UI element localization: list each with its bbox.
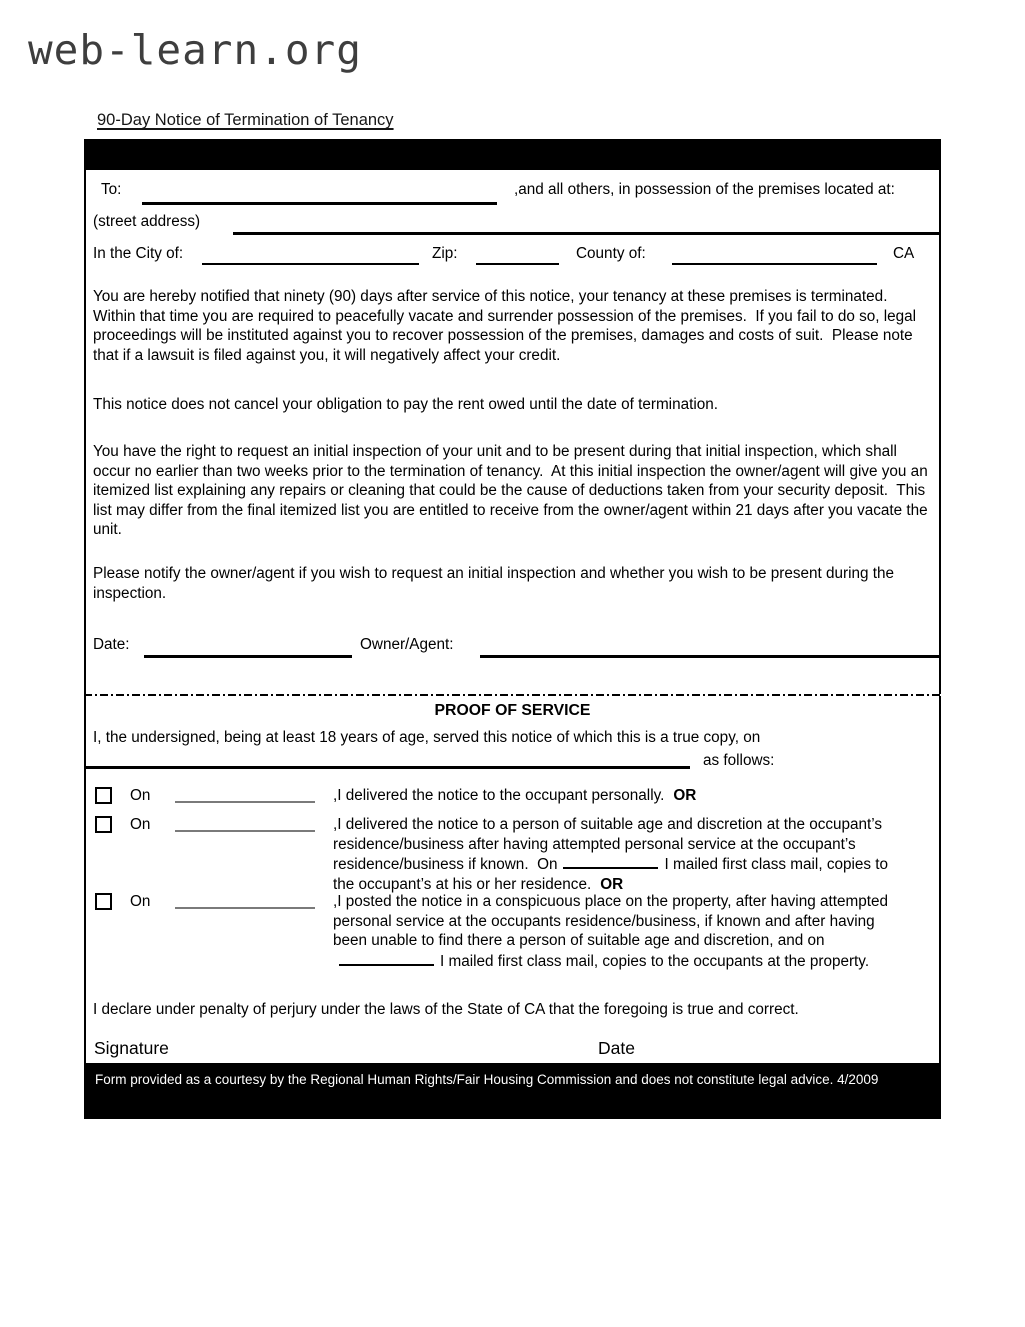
footer-text: Form provided as a courtesy by the Regional Human Rights/Fair Housing Commission and does not constitute legal advice. 4/2009 [95, 1072, 879, 1087]
option-2-body-after: I mailed first class mail, copies to the occupant’s at his or her residence. [333, 856, 893, 893]
service-date-blank-3[interactable] [175, 907, 315, 909]
perjury-declaration: I declare under penalty of perjury under the laws of the State of CA that the foregoing is true and correct. [93, 1001, 799, 1018]
mailed-date-blank-3[interactable] [339, 951, 434, 966]
checkbox-post-and-mail[interactable] [95, 893, 112, 910]
date-blank[interactable] [144, 655, 352, 658]
state-value: CA [893, 245, 915, 262]
zip-label: Zip: [432, 245, 458, 262]
signature-date-label: Date [598, 1038, 635, 1058]
proof-of-service-heading: PROOF OF SERVICE [434, 702, 591, 719]
and-all-others-text: ,and all others, in possession of the premises located at: [514, 181, 895, 198]
to-label: To: [101, 181, 122, 198]
option-1-body: ,I delivered the notice to the occupant personally. [333, 787, 665, 804]
on-label-2: On [130, 816, 151, 833]
county-label: County of: [576, 245, 646, 262]
or-label-1: OR [673, 787, 697, 804]
service-date-blank-2[interactable] [175, 830, 315, 832]
option-3-body-before: ,I posted the notice in a conspicuous place on the property, after having attempted personal service at the occupants residence/business, if known and after having been unable to find there a person of suitable age and discretion, and on [333, 893, 893, 950]
site-logo: web-learn.org [28, 26, 362, 74]
city-blank[interactable] [202, 263, 419, 265]
option-3-text [333, 892, 911, 971]
footer-black-bar [86, 1063, 939, 1117]
option-1-text [333, 786, 928, 806]
service-date-blank-1[interactable] [175, 801, 315, 803]
signature-label: Signature [94, 1038, 169, 1058]
checkbox-substituted-service[interactable] [95, 816, 112, 833]
checkbox-personal-delivery[interactable] [95, 787, 112, 804]
option-2-body-before: ,I delivered the notice to a person of suitable age and discretion at the occupant’s residence/business after having attempted personal service at the occupant’s residence/business if known. On [333, 816, 887, 874]
owner-agent-blank[interactable] [480, 655, 939, 658]
page-title: 90-Day Notice of Termination of Tenancy [97, 111, 394, 129]
header-black-bar [86, 141, 939, 170]
served-on-blank[interactable] [86, 766, 690, 769]
street-address-label: (street address) [93, 213, 201, 230]
proof-intro-text: I, the undersigned, being at least 18 years of age, served this notice of which this is a true copy, on [93, 729, 761, 746]
notice-form [84, 139, 941, 1119]
paragraph-termination: You are hereby notified that ninety (90) days after service of this notice, your tenancy at these premises is terminated. Within that time you are required to peacefully vacate and surrender possession of the premises. If you fail to do so, legal proceedings will be instituted against you to recover possession of the premises, damages and costs of suit. Please note that if a lawsuit is filed against you, it will negatively affect your credit. [93, 288, 921, 364]
to-field-blank[interactable] [142, 202, 497, 205]
dash-dot-divider [84, 694, 941, 696]
on-label-1: On [130, 787, 151, 804]
zip-blank[interactable] [476, 263, 559, 265]
paragraph-notify-owner: Please notify the owner/agent if you wish to request an initial inspection and whether you wish to be present during the inspection. [93, 565, 899, 602]
on-label-3: On [130, 893, 151, 910]
paragraph-inspection-right: You have the right to request an initial inspection of your unit and to be present during that initial inspection, which shall occur no earlier than two weeks prior to the termination of tenancy. At this initial inspection the owner/agent will give you an itemized list explaining any repairs or cleaning that could be the cause of deductions taken from your security deposit. This list may differ from the final itemized list you are entitled to receive from the owner/agent within 21 days after you vacate the unit. [93, 443, 932, 539]
or-label-2: OR [600, 875, 624, 893]
county-blank[interactable] [672, 263, 877, 265]
street-address-blank[interactable] [233, 232, 939, 235]
mailed-date-blank-2[interactable] [563, 854, 658, 869]
date-label: Date: [93, 636, 130, 653]
city-label: In the City of: [93, 245, 184, 262]
as-follows-label: as follows: [703, 752, 775, 769]
owner-agent-label: Owner/Agent: [360, 636, 454, 653]
option-3-body-after: I mailed first class mail, copies to the occupants at the property. [440, 952, 870, 970]
option-2-text [333, 815, 911, 894]
paragraph-rent-obligation: This notice does not cancel your obligation to pay the rent owed until the date of termination. [93, 396, 719, 413]
